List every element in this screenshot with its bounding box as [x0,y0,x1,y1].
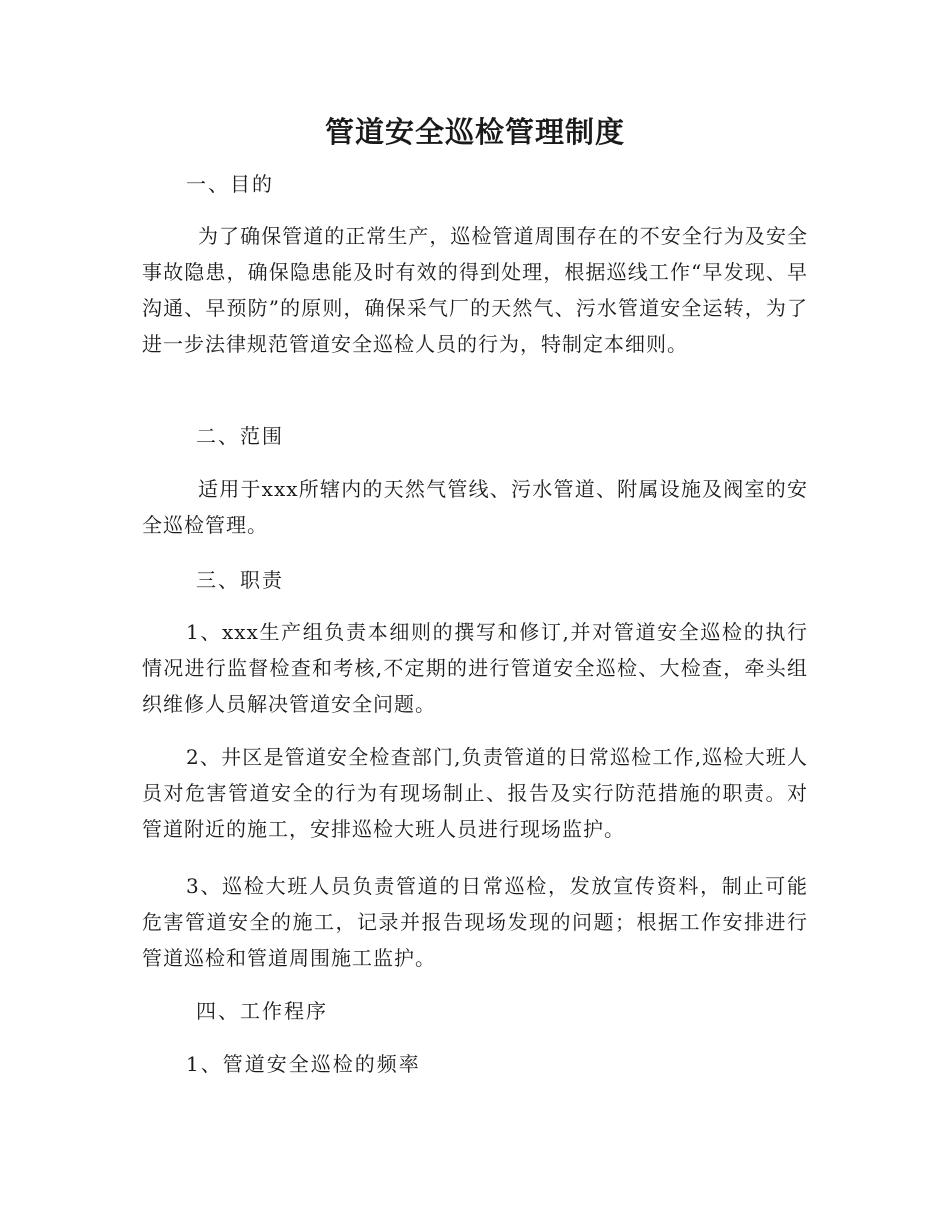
paragraph-scope: 适用于xxx所辖内的天然气管线、污水管道、附属设施及阀室的安全巡检管理。 [142,477,808,537]
paragraph-responsibility-2: 2、井区是管道安全检查部门,负责管道的日常巡检工作,巡检大班人员对危害管道安全的行为有现场制止、报告及实行防范措施的职责。对管道附近的施工，安排巡检大班人员进行现场监护。 [142,745,808,841]
section-heading-procedure: 四、工作程序 [196,999,328,1023]
section-heading-purpose: 一、目的 [186,172,274,196]
paragraph-responsibility-1: 1、xxx生产组负责本细则的撰写和修订,并对管道安全巡检的执行情况进行监督检查和考核,不定期的进行管道安全巡检、大检查，牵头组织维修人员解决管道安全问题。 [142,620,808,716]
section-heading-scope: 二、范围 [196,424,284,448]
subheading-patrol-frequency: 1、管道安全巡检的频率 [186,1052,421,1076]
paragraph-responsibility-3: 3、巡检大班人员负责管道的日常巡检，发放宣传资料，制止可能危害管道安全的施工，记录并报告现场发现的问题；根据工作安排进行管道巡检和管道周围施工监护。 [142,874,808,970]
paragraph-purpose: 为了确保管道的正常生产，巡检管道周围存在的不安全行为及安全事故隐患，确保隐患能及时有效的得到处理，根据巡线工作“早发现、早沟通、早预防”的原则，确保采气厂的天然气、污水管道安全运转，为了进一步法律规范管道安全巡检人员的行为，特制定本细则。 [142,224,808,356]
document-title: 管道安全巡检管理制度 [324,115,625,149]
section-heading-responsibilities: 三、职责 [196,568,284,592]
